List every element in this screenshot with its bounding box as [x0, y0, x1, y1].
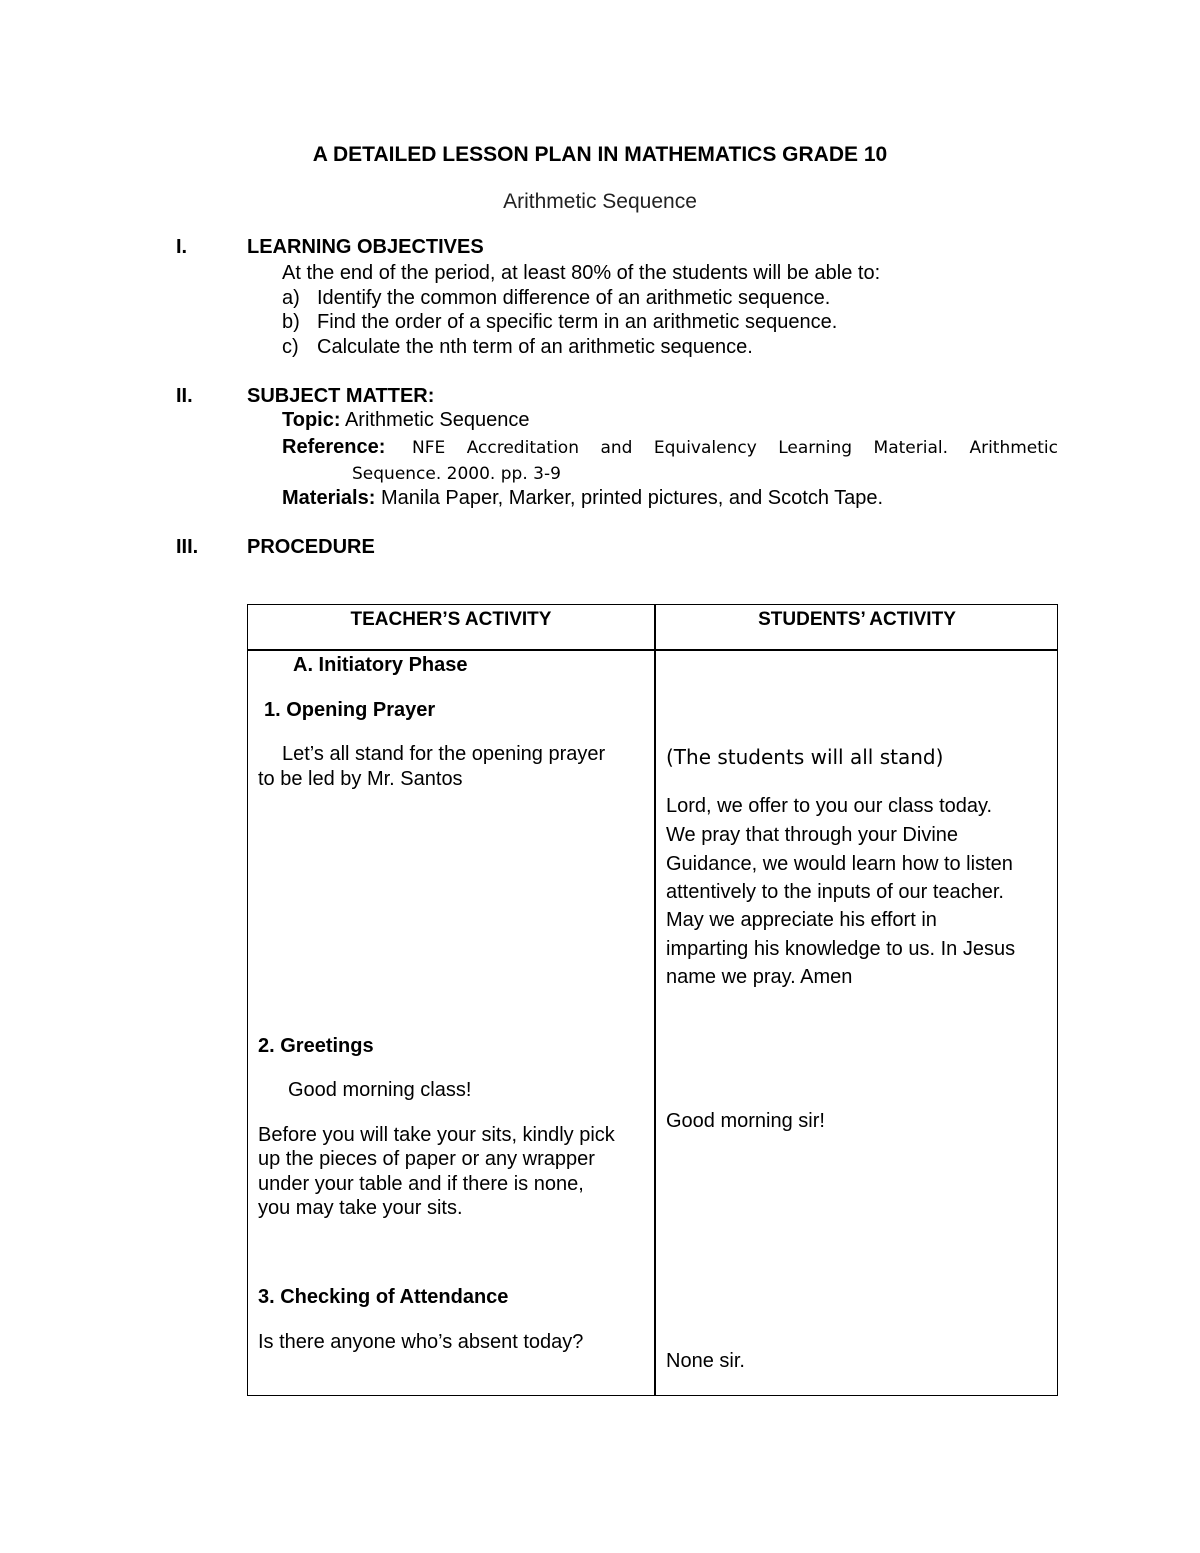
- prayer-line: We pray that through your Divine: [666, 824, 959, 846]
- greetings-teacher-line: Good morning class!: [288, 1079, 472, 1101]
- prayer-line: attentively to the inputs of our teacher.: [666, 881, 1004, 903]
- topic-line: [282, 409, 530, 432]
- objective-item-b: Find the order of a specific term in an arithmetic sequence.: [317, 311, 838, 333]
- materials-value: Manila Paper, Marker, printed pictures, and Scotch Tape.: [380, 487, 884, 509]
- objective-marker-c: c): [282, 336, 299, 358]
- objectives-intro: At the end of the period, at least 80% of the students will be able to:: [282, 262, 881, 284]
- activity-table: [247, 604, 1058, 1396]
- greetings-heading: 2. Greetings: [258, 1035, 374, 1057]
- section-title-subject: SUBJECT MATTER:: [247, 385, 435, 407]
- prayer-line: name we pray. Amen: [666, 966, 853, 988]
- section-number-procedure: III.: [176, 536, 199, 558]
- greetings-teacher-line-b: up the pieces of paper or any wrapper: [258, 1148, 595, 1170]
- table-header-divider: [248, 649, 1057, 651]
- page-title: A DETAILED LESSON PLAN IN MATHEMATICS GRADE 10: [312, 143, 888, 166]
- prayer-line: Guidance, we would learn how to listen: [666, 853, 1013, 875]
- header-students-activity: STUDENTS’ ACTIVITY: [758, 609, 956, 630]
- greetings-teacher-line-c: under your table and if there is none,: [258, 1173, 584, 1195]
- section-number-subject: II.: [176, 385, 193, 407]
- table-column-divider: [654, 605, 656, 1395]
- section-number-objectives: I.: [176, 236, 188, 258]
- greetings-teacher-line-d: you may take your sits.: [258, 1197, 463, 1219]
- objective-marker-b: b): [282, 311, 300, 333]
- prayer-line: Lord, we offer to you our class today.: [666, 795, 993, 817]
- header-teacher-activity: TEACHER’S ACTIVITY: [350, 609, 552, 630]
- page-subtitle: Arithmetic Sequence: [503, 190, 697, 213]
- prayer-line: imparting his knowledge to us. In Jesus: [666, 938, 1016, 960]
- section-title-procedure: PROCEDURE: [247, 536, 375, 558]
- attendance-student-line: None sir.: [666, 1350, 745, 1372]
- initiatory-phase-heading: A. Initiatory Phase: [293, 654, 468, 676]
- greetings-teacher-line-a: Before you will take your sits, kindly pick: [258, 1124, 615, 1146]
- greetings-student-line: Good morning sir!: [666, 1110, 825, 1132]
- reference-value-line-2: Sequence. 2000. pp. 3-9: [352, 464, 561, 484]
- objective-marker-a: a): [282, 287, 300, 309]
- materials-line: [282, 487, 883, 510]
- opening-student-note: (The students will all stand): [666, 745, 944, 769]
- topic-value: Arithmetic Sequence: [344, 409, 530, 431]
- objective-item-a: Identify the common difference of an arithmetic sequence.: [317, 287, 831, 309]
- attendance-teacher-line: Is there anyone who’s absent today?: [258, 1331, 584, 1353]
- reference-label: Reference:: [282, 436, 386, 458]
- prayer-line: May we appreciate his effort in: [666, 909, 937, 931]
- topic-label: Topic:: [282, 409, 341, 431]
- reference-value-line-1: NFE Accreditation and Equivalency Learning Material. Arithmetic: [412, 438, 1058, 458]
- section-title-objectives: LEARNING OBJECTIVES: [247, 236, 484, 258]
- opening-teacher-line-1: Let’s all stand for the opening prayer: [282, 743, 606, 765]
- opening-teacher-line-2: to be led by Mr. Santos: [258, 768, 463, 790]
- objective-item-c: Calculate the nth term of an arithmetic sequence.: [317, 336, 753, 358]
- opening-prayer-heading: 1. Opening Prayer: [264, 699, 436, 721]
- materials-label: Materials:: [282, 487, 376, 509]
- attendance-heading: 3. Checking of Attendance: [258, 1286, 509, 1308]
